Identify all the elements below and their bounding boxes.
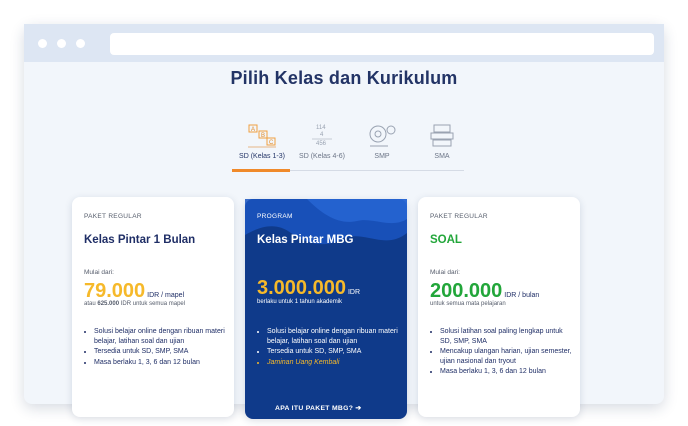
plan-price: [257, 277, 360, 300]
plan-name: SOAL: [430, 234, 462, 246]
svg-text:4: 4: [320, 132, 324, 138]
plan-card-soal[interactable]: [418, 197, 580, 417]
address-bar[interactable]: [110, 33, 654, 55]
tab-label: SD (Kelas 1-3): [239, 153, 285, 160]
price-subtext: untuk semua mata pelajaran: [430, 301, 506, 307]
svg-text:B: B: [261, 133, 266, 139]
browser-toolbar: [24, 24, 664, 62]
package-label: PAKET REGULAR: [84, 213, 142, 220]
window-dot-icon[interactable]: [76, 39, 85, 48]
price-value: 200.000: [430, 280, 503, 302]
feature-item: • Masa berlaku 1, 3, 6 dan 12 bulan: [440, 367, 572, 377]
price-unit: IDR / bulan: [504, 292, 540, 299]
feature-list: [440, 327, 572, 378]
tabs-divider: [284, 170, 464, 171]
svg-text:456: 456: [316, 141, 327, 147]
plan-price: [84, 280, 184, 303]
subtext-rest: IDR untuk semua mapel: [119, 301, 186, 307]
feature-item: • Solusi belajar online dengan ribuan materi belajar, latihan soal dan ujian: [267, 327, 399, 346]
feature-item: • Tersedia untuk SD, SMP, SMA: [94, 347, 226, 357]
numbers-icon: [306, 121, 338, 149]
plan-name: Kelas Pintar MBG: [257, 234, 354, 246]
package-label: PAKET REGULAR: [430, 213, 488, 220]
browser-window: [24, 24, 664, 412]
cta-label: APA ITU PAKET MBG?: [275, 405, 354, 412]
price-value: 3.000.000: [257, 277, 346, 299]
feature-item: • Tersedia untuk SD, SMP, SMA: [267, 347, 399, 357]
svg-text:A: A: [251, 127, 256, 133]
microscope-atom-icon: [366, 121, 398, 149]
window-dot-icon[interactable]: [57, 39, 66, 48]
feature-item-highlight: • Jaminan Uang Kembali: [267, 358, 399, 368]
tab-sd-1-3[interactable]: [232, 119, 292, 173]
window-dot-icon[interactable]: [38, 39, 47, 48]
mbg-info-link[interactable]: [275, 404, 361, 412]
from-label: Mulai dari:: [84, 269, 114, 276]
price-subtext: berlaku untuk 1 tahun akademik: [257, 299, 343, 305]
feature-list: [94, 327, 226, 368]
feature-item: • Masa berlaku 1, 3, 6 dan 12 bulan: [94, 358, 226, 368]
tab-sd-4-6[interactable]: [292, 119, 352, 173]
tab-label: SMP: [374, 153, 390, 160]
svg-text:C: C: [269, 140, 274, 146]
tab-sma[interactable]: [412, 119, 472, 173]
feature-item: • Mencakup ulangan harian, ujian semester, ujian nasional dan tryout: [440, 347, 572, 366]
plan-card-kelas-pintar[interactable]: [72, 197, 234, 417]
price-value: 79.000: [84, 280, 146, 302]
price-unit: IDR / mapel: [147, 292, 185, 299]
feature-list: [267, 327, 399, 368]
feature-item: • Solusi latihan soal paling lengkap untuk SD, SMP, SMA: [440, 327, 572, 346]
plan-card-mbg[interactable]: [245, 199, 407, 419]
tab-label: SD (Kelas 4-6): [299, 153, 345, 160]
feature-item: • Solusi belajar online dengan ribuan materi belajar, latihan soal dan ujian: [94, 327, 226, 346]
price-subtext: [84, 301, 234, 307]
active-tab-indicator: [232, 169, 290, 172]
svg-text:114: 114: [316, 125, 326, 131]
tab-smp[interactable]: [352, 119, 412, 173]
plan-name: Kelas Pintar 1 Bulan: [84, 234, 196, 246]
tab-label: SMA: [434, 153, 450, 160]
arrow-right-icon: ➔: [355, 405, 362, 412]
subtext-bold: 625.000: [97, 301, 120, 307]
page-title: Pilih Kelas dan Kurikulum: [230, 68, 458, 88]
abc-blocks-icon: [246, 121, 278, 149]
class-tabs: [224, 119, 464, 174]
plan-price: [430, 280, 539, 303]
price-unit: IDR: [347, 289, 361, 296]
package-label: PROGRAM: [257, 213, 293, 220]
subtext-prefix: atau: [84, 301, 98, 307]
from-label: Mulai dari:: [430, 269, 460, 276]
books-icon: [426, 121, 458, 149]
